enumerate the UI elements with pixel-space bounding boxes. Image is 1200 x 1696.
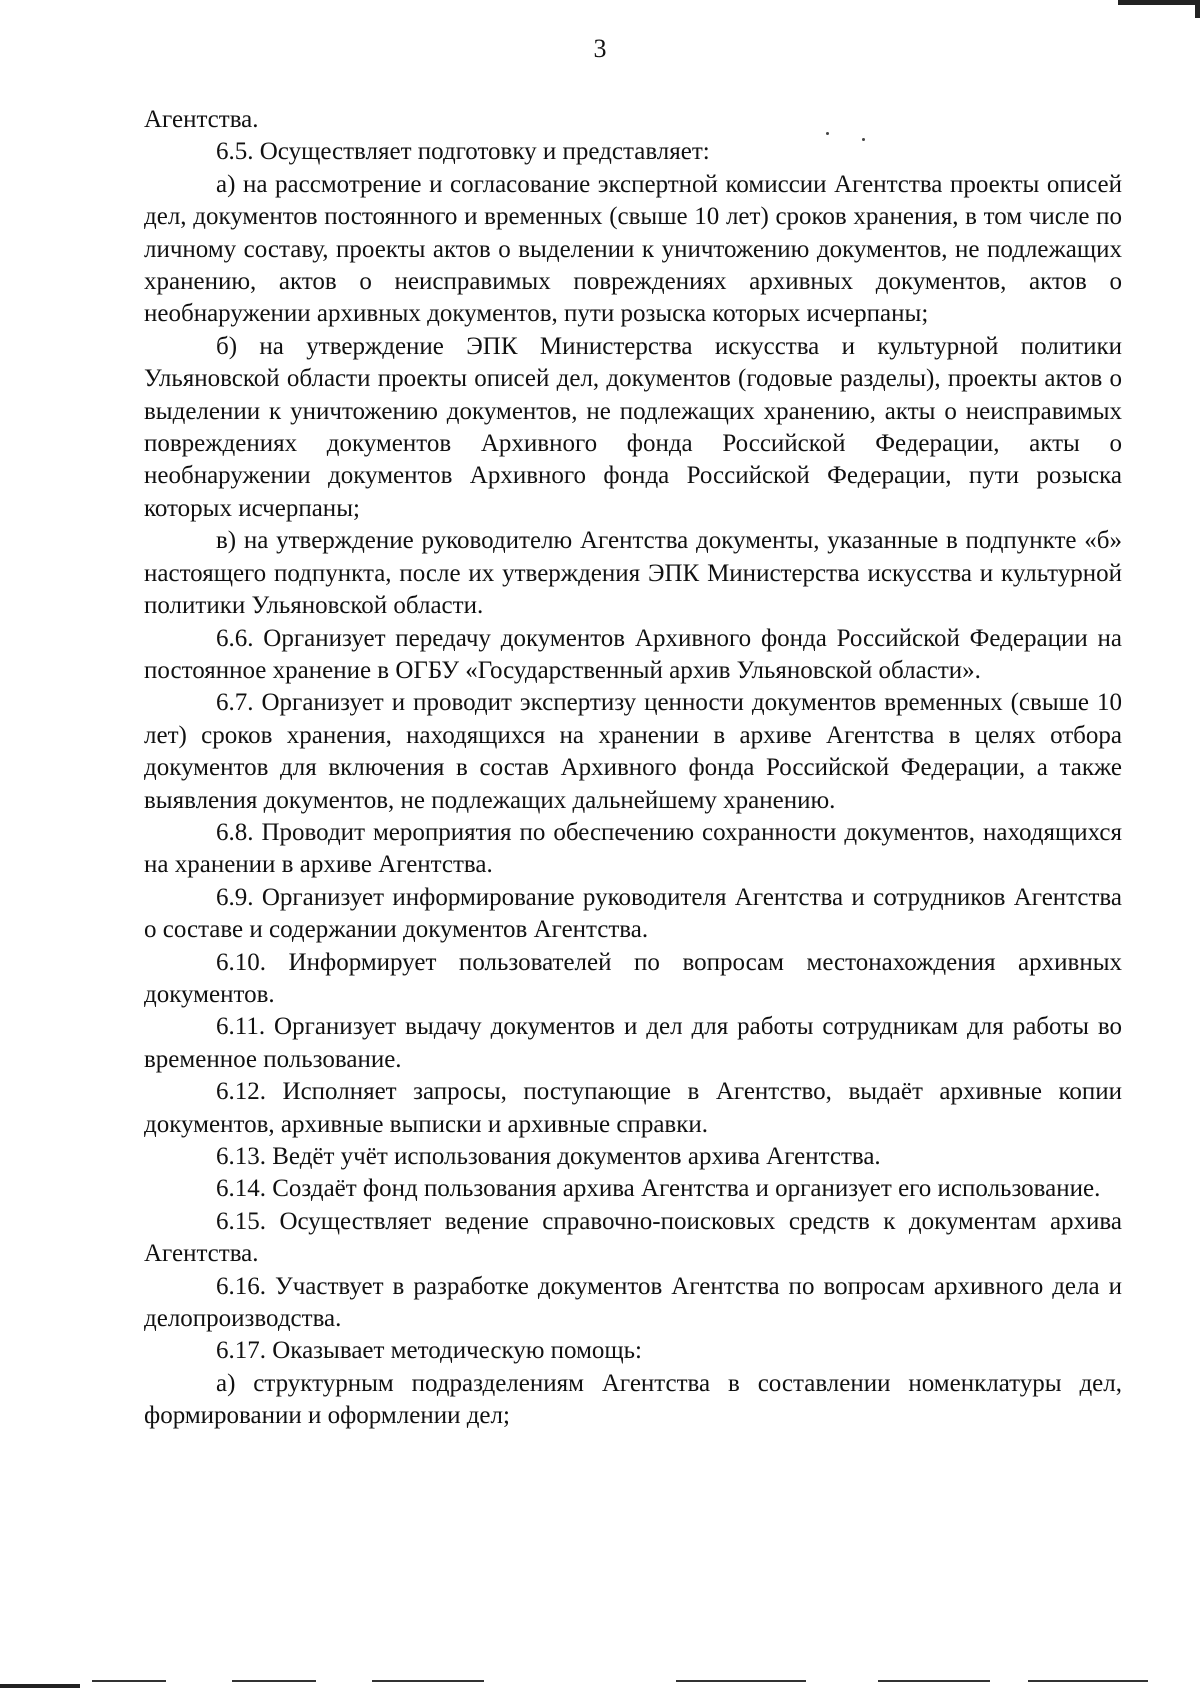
page-number: 3	[593, 34, 607, 63]
paragraph: 6.7. Организует и проводит экспертизу ценности документов временных (свыше 10 лет) сроков хранения, находящихся на хранении в архиве Агентства в целях отбора документов для включения в состав Архивного фонда Российской Федерации, а также выявления документов, не подлежащих дальнейшему хранению.	[144, 689, 1122, 814]
scan-artifact-top-right	[1118, 0, 1200, 5]
paragraph: 6.11. Организует выдачу документов и дел для работы сотрудникам для работы во временное пользование.	[144, 1013, 1122, 1073]
scan-artifact-rule	[92, 1680, 166, 1682]
paragraph: 6.17. Оказывает методическую помощь:	[216, 1337, 643, 1365]
paragraph: 6.14. Создаёт фонд пользования архива Агентства и организует его использование.	[216, 1175, 1101, 1203]
paragraph: 6.13. Ведёт учёт использования документов архива Агентства.	[216, 1143, 881, 1170]
scan-artifact-rule	[676, 1680, 806, 1682]
paragraph: Агентства.	[144, 106, 259, 133]
scan-artifact-rule	[878, 1680, 990, 1682]
paragraph: 6.10. Информирует пользователей по вопросам местонахождения архивных документов.	[144, 948, 1122, 1008]
paragraph: 6.15. Осуществляет ведение справочно-поисковых средств к документам архива Агентства.	[144, 1207, 1122, 1268]
scan-artifact-rule	[1028, 1680, 1148, 1682]
paragraph: 6.16. Участвует в разработке документов Агентства по вопросам архивного дела и делопроизводства.	[144, 1272, 1122, 1333]
scan-artifact-bottom-left	[0, 1684, 80, 1688]
paragraph: б) на утверждение ЭПК Министерства искусства и культурной политики Ульяновской области проекты описей дел, документов (годовые разделы), проекты актов о выделении к уничтожению документов, не подлежащих хранению, акты о неисправимых повреждениях документов Архивного фонда Российской Федерации, акты о необнаружении документов Архивного фонда Российской Федерации, пути розыска которых исчерпаны;	[144, 332, 1122, 522]
document-body	[144, 104, 1122, 1433]
paragraph: а) на рассмотрение и согласование экспертной комиссии Агентства проекты описей дел, документов постоянного и временных (свыше 10 лет) сроков хранения, в том числе по личному составу, проекты актов о выделении к уничтожению документов, не подлежащих хранению, актов о неисправимых повреждениях архивных документов, актов о необнаружении архивных документов, пути розыска которых исчерпаны;	[144, 170, 1122, 328]
paragraph: 6.12. Исполняет запросы, поступающие в Агентство, выдаёт архивные копии документов, архивные выписки и архивные справки.	[144, 1078, 1122, 1138]
paragraph: 6.8. Проводит мероприятия по обеспечению сохранности документов, находящихся на хранении в архиве Агентства.	[144, 818, 1122, 879]
scan-artifact-top-right-vertical	[1195, 0, 1200, 18]
scan-artifact-rule	[372, 1680, 484, 1682]
paragraph: в) на утверждение руководителю Агентства документы, указанные в подпункте «б» настоящего подпункта, после их утверждения ЭПК Министерства искусства и культурной политики Ульяновской области.	[144, 527, 1122, 620]
paragraph: 6.9. Организует информирование руководителя Агентства и сотрудников Агентства о составе и содержании документов Агентства.	[144, 883, 1122, 944]
paragraph: 6.6. Организует передачу документов Архивного фонда Российской Федерации на постоянное хранение в ОГБУ «Государственный архив Ульяновской области».	[144, 624, 1122, 684]
scan-artifact-rule	[232, 1680, 316, 1682]
paragraph: а) структурным подразделениям Агентства в составлении номенклатуры дел, формировании и оформлении дел;	[144, 1369, 1122, 1430]
paragraph: 6.5. Осуществляет подготовку и представляет:	[216, 138, 710, 166]
